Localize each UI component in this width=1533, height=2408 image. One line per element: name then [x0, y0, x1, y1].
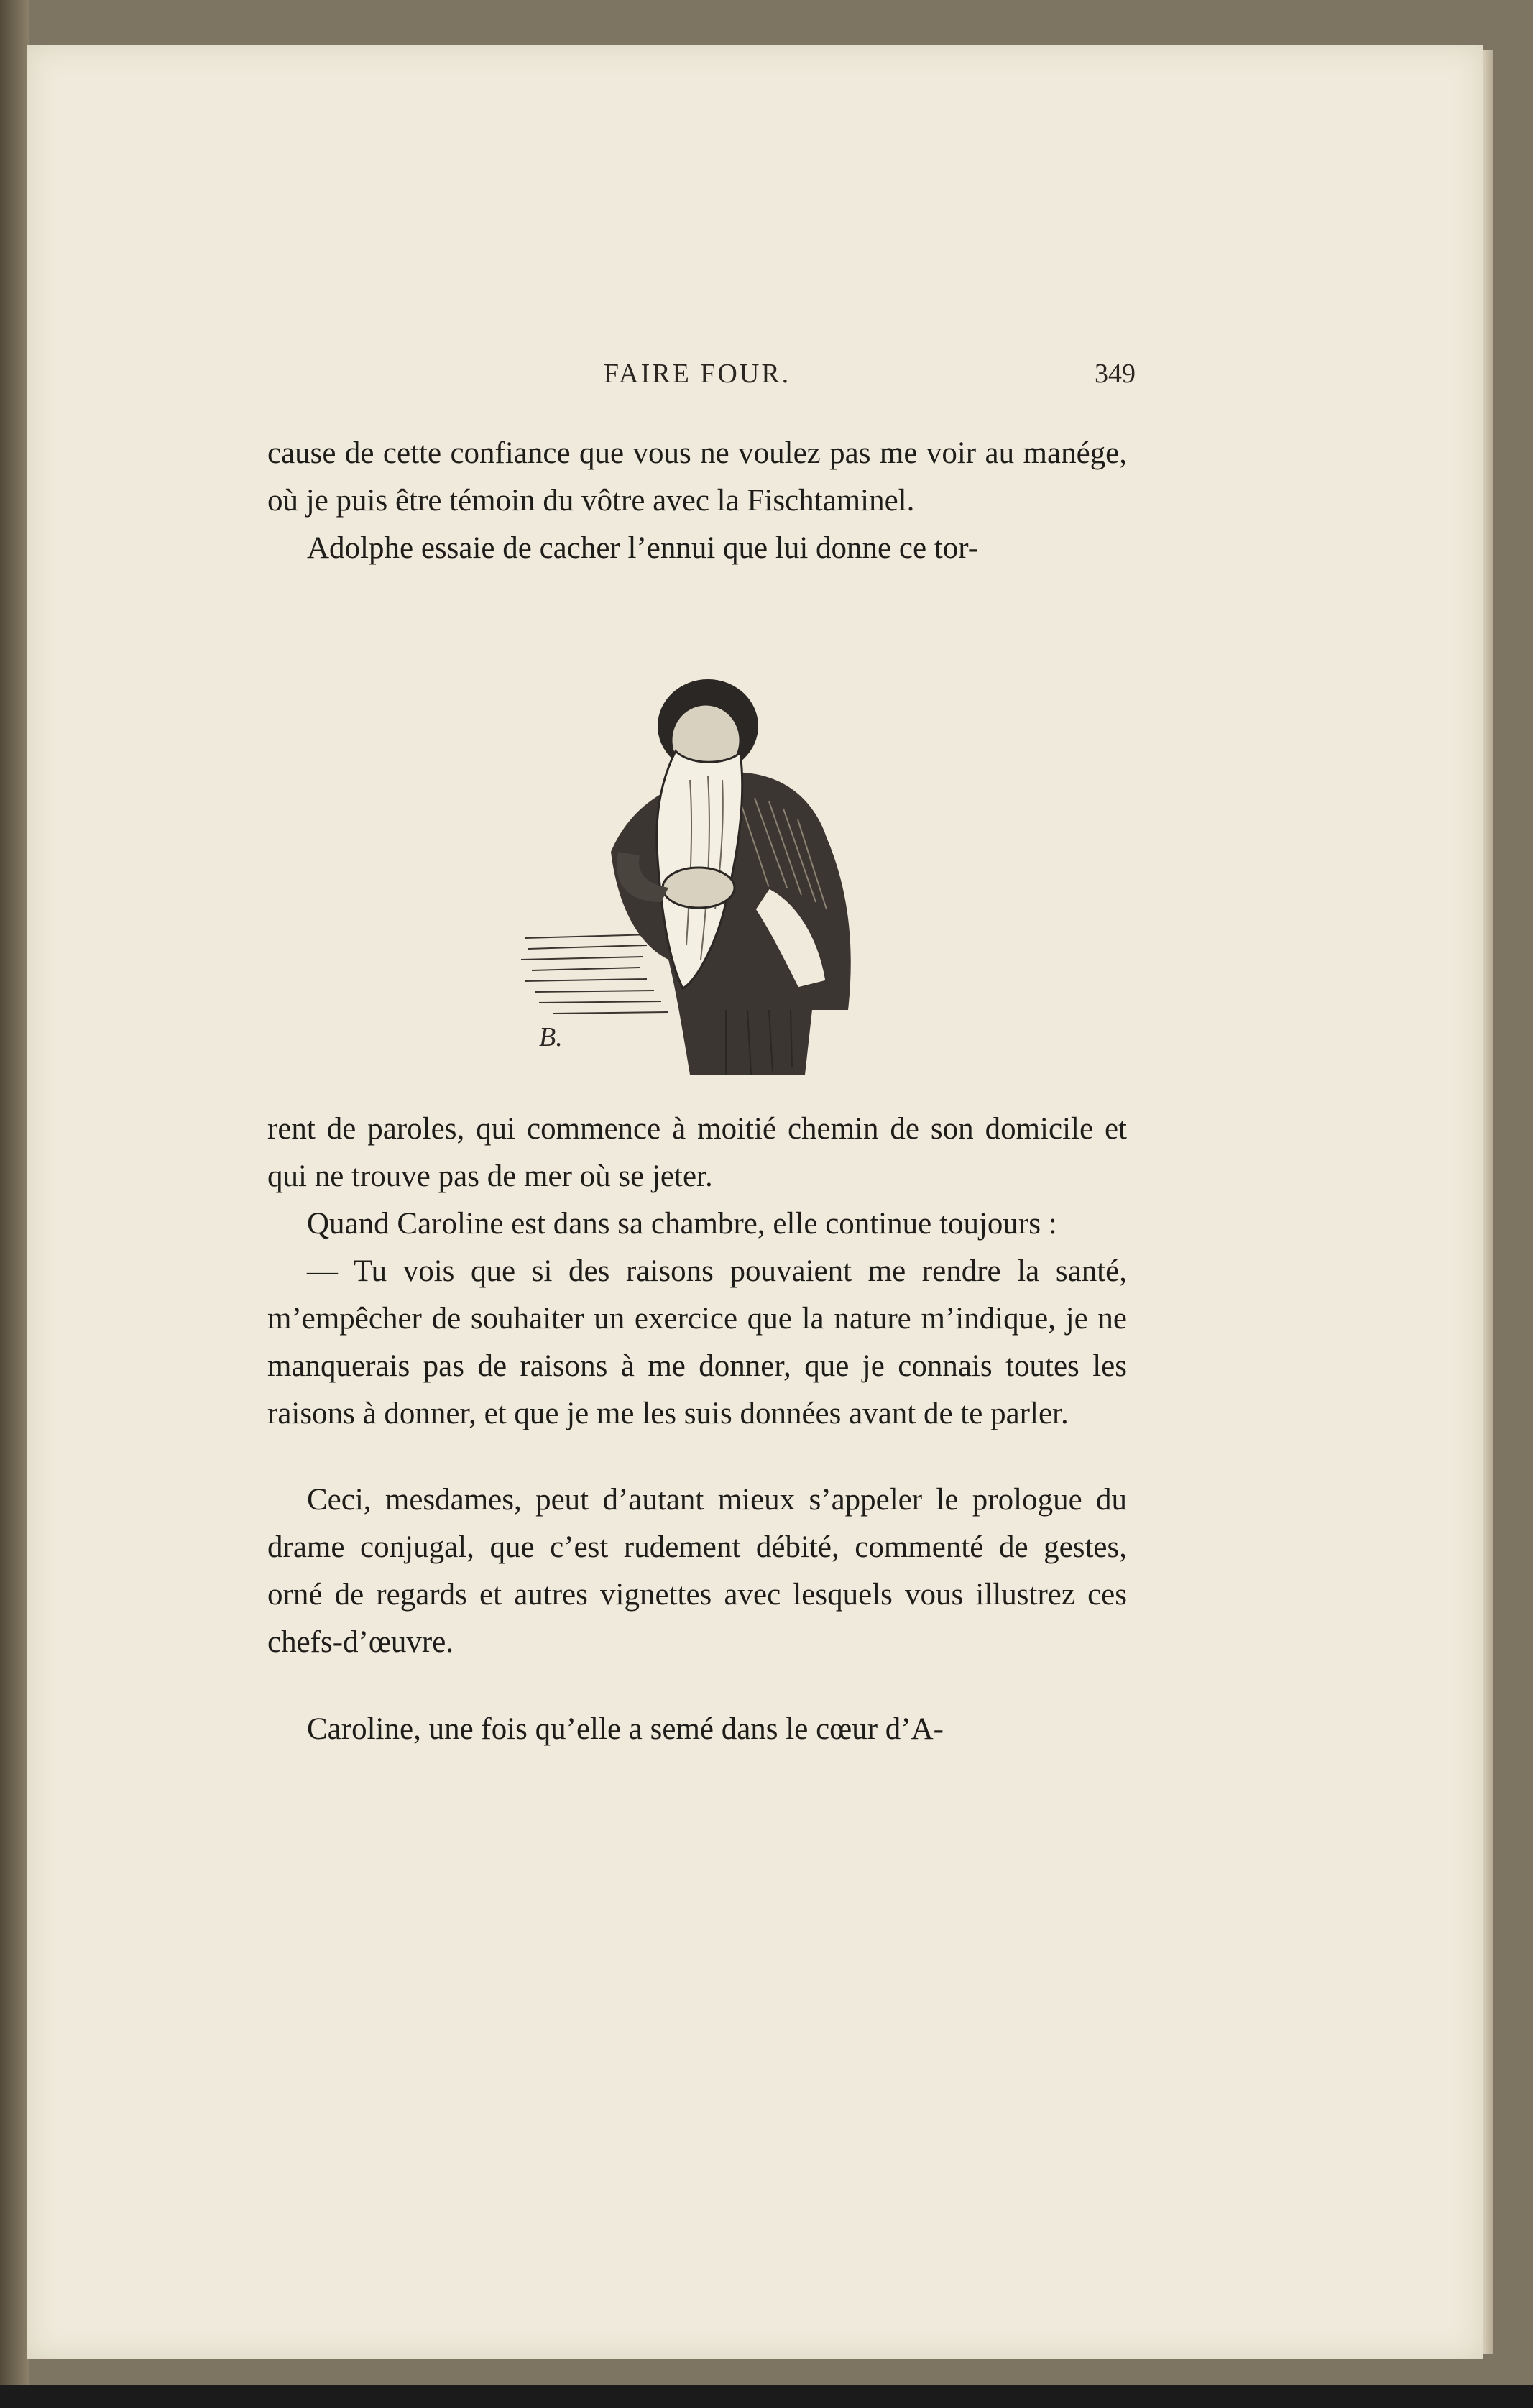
paragraph: — Tu vois que si des raisons pouvaient me rendre la santé, m’empêcher de souhaiter un exercice que la nature m’indique, je ne manquerais pas de raisons à me donner, que je connais toutes les raisons à donner, et que je me les suis données avant de te parler.	[267, 1254, 1127, 1430]
paragraph: rent de paroles, qui commence à moitié chemin de son domicile et qui ne trouve pas de mer où se jeter.	[267, 1112, 1127, 1193]
running-title: FAIRE FOUR.	[603, 359, 791, 389]
hands	[663, 868, 735, 908]
paragraph-gap	[267, 1666, 1127, 1706]
illustrator-signature: B.	[539, 1022, 563, 1052]
text-block-bottom	[267, 1106, 1127, 1753]
page-number: 349	[1095, 359, 1136, 389]
paragraph: Caroline, une fois qu’elle a semé dans le cœur d’A-	[307, 1712, 944, 1746]
book-spine	[0, 0, 29, 2408]
engraving-man-with-handkerchief	[510, 672, 884, 1078]
page-header	[259, 358, 1136, 401]
paragraph-gap	[267, 1438, 1127, 1476]
paragraph: Quand Caroline est dans sa chambre, elle continue toujours :	[307, 1207, 1057, 1241]
scan-bottom-band	[0, 2385, 1533, 2408]
text-block-top	[267, 430, 1127, 572]
paragraph: Ceci, mesdames, peut d’autant mieux s’appeler le prologue du drame conjugal, que c’est rudement débité, commenté de gestes, orné de regards et autres vignettes avec lesquels vous illustrez ces chefs-d’œuvre.	[267, 1483, 1127, 1659]
paragraph: cause de cette confiance que vous ne voulez pas me voir au manége, où je puis être témoin du vôtre avec la Fischtaminel.	[267, 436, 1127, 518]
paragraph: Adolphe essaie de cacher l’ennui que lui donne ce tor-	[307, 531, 979, 565]
page-edge	[1483, 50, 1493, 2354]
